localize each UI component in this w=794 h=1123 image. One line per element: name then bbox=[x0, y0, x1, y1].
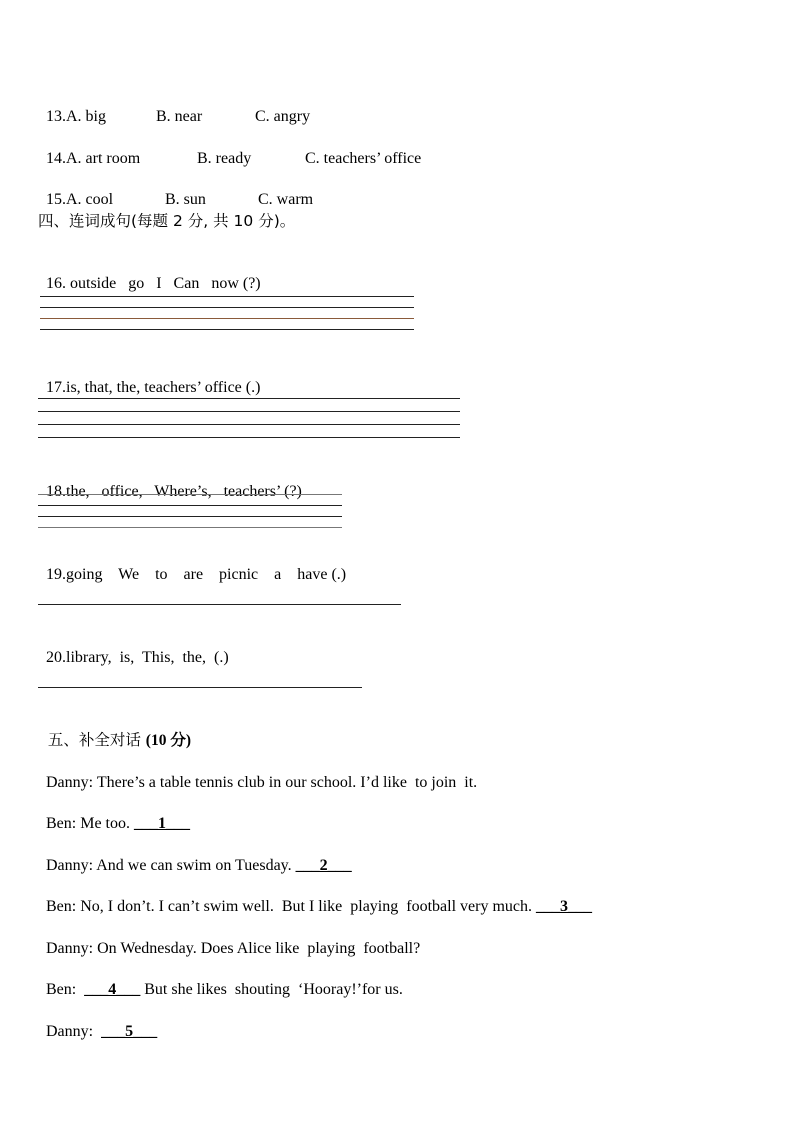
writing-line[interactable] bbox=[38, 437, 460, 438]
option-c: C. angry bbox=[255, 108, 311, 125]
writing-line[interactable] bbox=[38, 411, 460, 412]
option-b: B. ready bbox=[197, 150, 252, 167]
section-5-score: (10 分) bbox=[145, 732, 191, 749]
question-number: 19. bbox=[46, 566, 66, 583]
question-19 bbox=[38, 545, 346, 585]
dialogue-text: On Wednesday. Does Alice like playing football? bbox=[93, 940, 421, 957]
question-13 bbox=[38, 87, 310, 127]
question-17 bbox=[38, 358, 260, 398]
writing-line[interactable] bbox=[38, 398, 460, 399]
question-15 bbox=[38, 170, 313, 210]
dialogue-text bbox=[93, 1023, 101, 1040]
question-words: outside go I Can now (?) bbox=[66, 275, 261, 292]
speaker: Ben: bbox=[46, 898, 77, 915]
option-a: A. cool bbox=[66, 191, 114, 208]
dialogue-line bbox=[38, 753, 477, 793]
writing-line[interactable] bbox=[38, 494, 342, 495]
question-number: 18. bbox=[46, 483, 66, 500]
answer-blank-2[interactable]: ___2___ bbox=[295, 857, 352, 874]
question-18 bbox=[38, 462, 302, 502]
question-14 bbox=[38, 129, 421, 169]
writing-line[interactable] bbox=[38, 505, 342, 506]
question-number: 15. bbox=[46, 191, 66, 208]
writing-line[interactable] bbox=[40, 329, 414, 330]
option-a: A. art room bbox=[66, 150, 141, 167]
answer-blank-3[interactable]: ___3___ bbox=[536, 898, 592, 915]
option-c: C. warm bbox=[258, 191, 314, 208]
question-words: the, office, Where’s, teachers’ (?) bbox=[66, 483, 302, 500]
writing-line[interactable] bbox=[40, 307, 414, 308]
dialogue-line bbox=[38, 960, 403, 1000]
dialogue-text: There’s a table tennis club in our school. I’d like to join it. bbox=[93, 774, 478, 791]
question-words: going We to are picnic a have (.) bbox=[66, 566, 347, 583]
dialogue-line bbox=[38, 836, 352, 876]
speaker: Ben: bbox=[46, 981, 77, 998]
speaker: Danny: bbox=[46, 1023, 94, 1040]
option-b: B. near bbox=[156, 108, 203, 125]
question-words: library, is, This, the, (.) bbox=[66, 649, 229, 666]
question-number: 20. bbox=[46, 649, 66, 666]
question-number: 13. bbox=[46, 108, 66, 125]
writing-line[interactable] bbox=[38, 527, 342, 528]
dialogue-line bbox=[38, 877, 592, 917]
option-a: A. big bbox=[66, 108, 106, 125]
writing-line[interactable] bbox=[40, 296, 414, 297]
answer-blank-4[interactable]: ___4___ bbox=[84, 981, 141, 998]
question-words: is, that, the, teachers’ office (.) bbox=[66, 379, 261, 396]
dialogue-line bbox=[38, 794, 190, 834]
dialogue-line bbox=[38, 919, 420, 959]
answer-line[interactable] bbox=[38, 604, 401, 605]
section-4-heading: 四、连词成句(每题 2 分, 共 10 分)。 bbox=[38, 212, 296, 230]
answer-blank-1[interactable]: ___1___ bbox=[134, 815, 190, 832]
writing-line[interactable] bbox=[40, 318, 414, 319]
speaker: Ben: bbox=[46, 815, 77, 832]
answer-blank-5[interactable]: ___5___ bbox=[101, 1023, 158, 1040]
option-b: B. sun bbox=[165, 191, 206, 208]
dialogue-text: And we can swim on Tuesday. bbox=[93, 857, 296, 874]
answer-line[interactable] bbox=[38, 687, 362, 688]
question-number: 16. bbox=[46, 275, 66, 292]
option-c: C. teachers’ office bbox=[305, 150, 422, 167]
question-16 bbox=[38, 254, 261, 294]
question-number: 17. bbox=[46, 379, 66, 396]
speaker: Danny: bbox=[46, 774, 94, 791]
dialogue-text: Me too. bbox=[76, 815, 134, 832]
question-20 bbox=[38, 628, 229, 668]
dialogue-line bbox=[38, 1002, 157, 1042]
speaker: Danny: bbox=[46, 940, 94, 957]
dialogue-text-after: But she likes shouting ‘Hooray!’for us. bbox=[140, 981, 403, 998]
section-5-title: 五、补全对话 bbox=[47, 731, 146, 749]
dialogue-text: No, I don’t. I can’t swim well. But I like playing football very much. bbox=[76, 898, 536, 915]
question-number: 14. bbox=[46, 150, 66, 167]
section-5-heading bbox=[38, 710, 191, 751]
writing-line[interactable] bbox=[38, 424, 460, 425]
writing-line[interactable] bbox=[38, 516, 342, 517]
speaker: Danny: bbox=[46, 857, 94, 874]
